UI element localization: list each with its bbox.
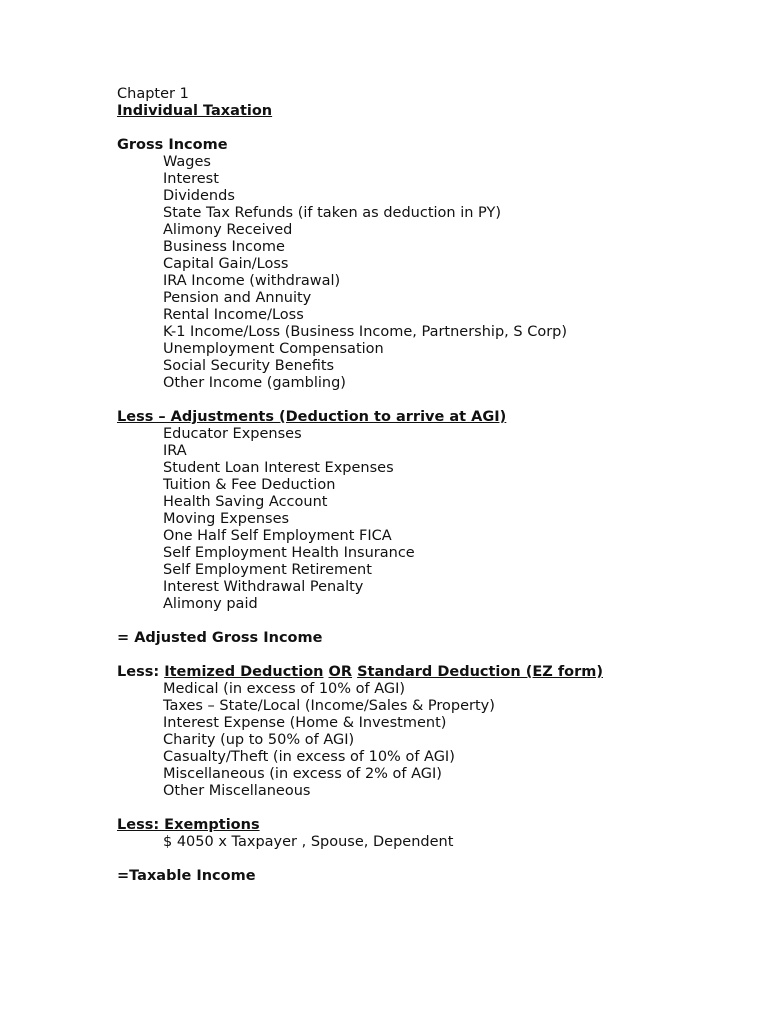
list-item: Charity (up to 50% of AGI) <box>163 732 355 748</box>
exemptions-heading: Less: Exemptions <box>117 817 260 833</box>
agi-heading: = Adjusted Gross Income <box>117 630 323 646</box>
list-item: Other Income (gambling) <box>163 375 346 391</box>
page-title: Individual Taxation <box>117 103 273 119</box>
list-item: Capital Gain/Loss <box>163 256 289 272</box>
gross-income-heading: Gross Income <box>117 137 228 153</box>
list-item: Tuition & Fee Deduction <box>163 477 336 493</box>
list-item: Self Employment Health Insurance <box>163 545 415 561</box>
list-item: Alimony Received <box>163 222 293 238</box>
taxable-income-heading: =Taxable Income <box>117 868 256 884</box>
list-item: Wages <box>163 154 211 170</box>
spacer <box>117 613 737 630</box>
gross-income-list <box>117 154 737 392</box>
standard-deduction-label: Standard Deduction (EZ form) <box>357 664 603 680</box>
list-item: Interest <box>163 171 219 187</box>
chapter-label: Chapter 1 <box>117 86 189 102</box>
spacer <box>117 392 737 409</box>
list-item: Health Saving Account <box>163 494 328 510</box>
list-item: $ 4050 x Taxpayer , Spouse, Dependent <box>163 834 454 850</box>
list-item: Dividends <box>163 188 235 204</box>
list-item: Moving Expenses <box>163 511 290 527</box>
list-item: Casualty/Theft (in excess of 10% of AGI) <box>163 749 455 765</box>
spacer <box>117 851 737 868</box>
itemized-deduction-label: Itemized Deduction <box>164 664 324 680</box>
list-item: Student Loan Interest Expenses <box>163 460 394 476</box>
list-item: Educator Expenses <box>163 426 302 442</box>
list-item: Pension and Annuity <box>163 290 312 306</box>
list-item: Other Miscellaneous <box>163 783 311 799</box>
list-item: Self Employment Retirement <box>163 562 372 578</box>
adjustments-heading: Less – Adjustments (Deduction to arrive at AGI) <box>117 409 507 425</box>
list-item: Interest Withdrawal Penalty <box>163 579 364 595</box>
list-item: Interest Expense (Home & Investment) <box>163 715 447 731</box>
or-label: OR <box>328 664 353 680</box>
spacer <box>117 120 737 137</box>
list-item: Alimony paid <box>163 596 258 612</box>
spacer <box>117 800 737 817</box>
deductions-prefix: Less: <box>117 664 165 680</box>
list-item: State Tax Refunds (if taken as deduction in PY) <box>163 205 501 221</box>
list-item: Taxes – State/Local (Income/Sales & Property) <box>163 698 495 714</box>
spacer <box>117 647 737 664</box>
adjustments-list <box>117 426 737 613</box>
deductions-heading <box>117 664 737 681</box>
list-item: IRA <box>163 443 187 459</box>
list-item: Unemployment Compensation <box>163 341 384 357</box>
list-item: One Half Self Employment FICA <box>163 528 392 544</box>
list-item: K-1 Income/Loss (Business Income, Partnership, S Corp) <box>163 324 568 340</box>
list-item: Social Security Benefits <box>163 358 335 374</box>
exemptions-list <box>117 834 737 851</box>
list-item: Medical (in excess of 10% of AGI) <box>163 681 406 697</box>
list-item: Miscellaneous (in excess of 2% of AGI) <box>163 766 442 782</box>
deductions-list <box>117 681 737 800</box>
document-page <box>117 86 737 885</box>
list-item: Business Income <box>163 239 285 255</box>
list-item: Rental Income/Loss <box>163 307 304 323</box>
list-item: IRA Income (withdrawal) <box>163 273 341 289</box>
